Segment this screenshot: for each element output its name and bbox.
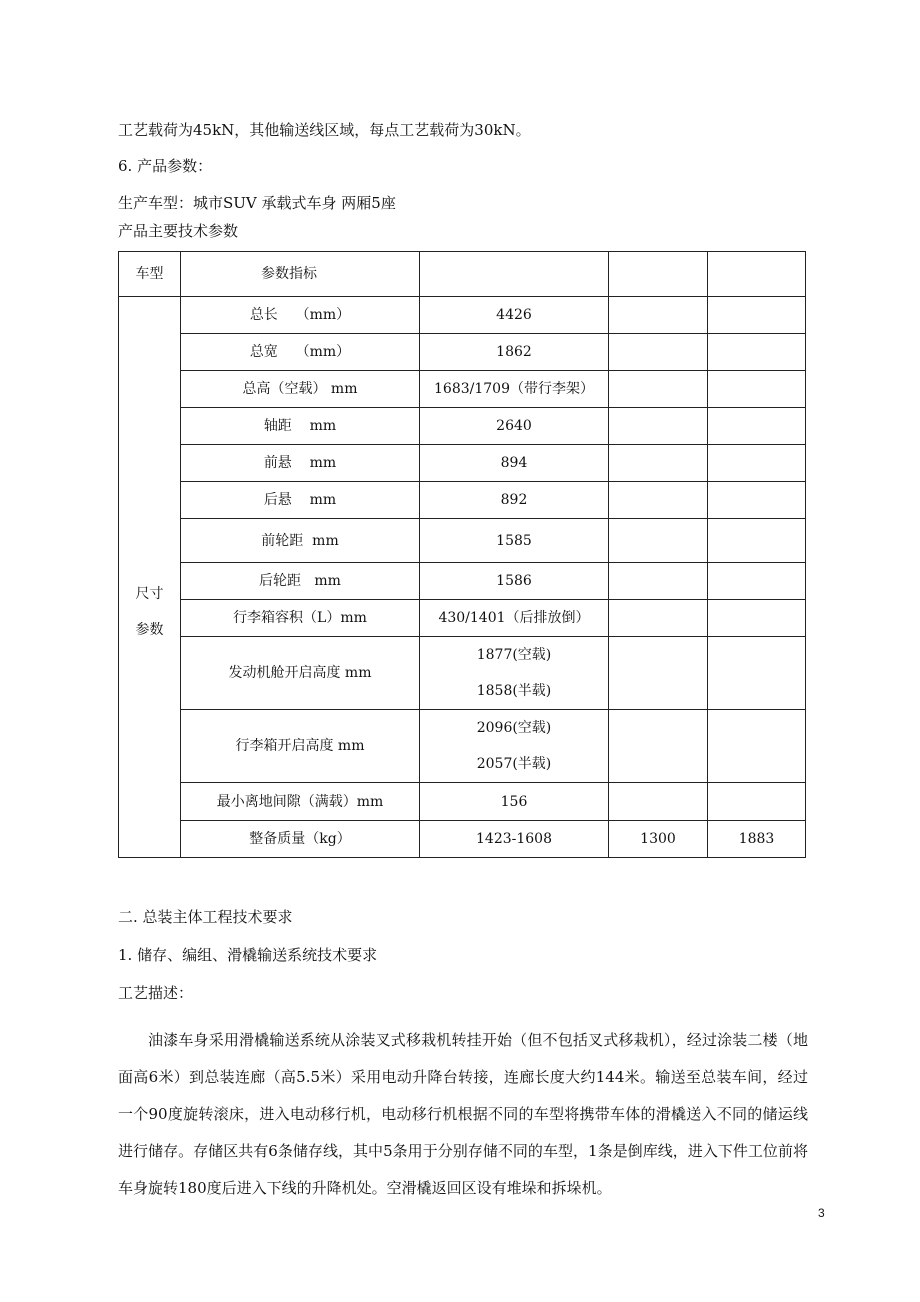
extra1-cell [609, 710, 708, 783]
table-row [119, 482, 806, 519]
table-row [119, 821, 806, 858]
param-cell: 后轮距 mm [181, 563, 420, 600]
spec-table [118, 251, 806, 858]
table-row [119, 519, 806, 563]
extra1-cell [609, 297, 708, 334]
value-cell: 1586 [420, 563, 609, 600]
table-row [119, 408, 806, 445]
model-line: 生产车型：城市SUV 承载式车身 两厢5座 [118, 194, 396, 212]
extra2-cell [708, 408, 806, 445]
value-cell: 430/1401（后排放倒） [420, 600, 609, 637]
extra1-cell: 1300 [609, 821, 708, 858]
section-2-title: 二. 总装主体工程技术要求 [118, 908, 293, 926]
value-cell: 156 [420, 783, 609, 821]
param-cell: 整备质量（kg） [181, 821, 420, 858]
group-label-cell [119, 297, 181, 858]
value-line: 1858(半载) [476, 683, 552, 699]
extra1-cell [609, 637, 708, 710]
param-cell: 最小离地间隙（满载）mm [181, 783, 420, 821]
table-row [119, 637, 806, 710]
value-cell [420, 710, 609, 783]
group-label-line1: 尺寸 [135, 586, 164, 602]
value-line: 2096(空载) [476, 720, 552, 736]
value-cell: 2640 [420, 408, 609, 445]
value-cell: 1423-1608 [420, 821, 609, 858]
value-cell: 1862 [420, 334, 609, 371]
extra2-cell [708, 563, 806, 600]
value-cell: 1585 [420, 519, 609, 563]
value-cell: 1683/1709（带行李架） [420, 371, 609, 408]
extra1-cell [609, 519, 708, 563]
page-number: 3 [818, 1206, 825, 1220]
extra2-cell [708, 637, 806, 710]
extra1-cell [609, 334, 708, 371]
header-extra1 [609, 252, 708, 297]
table-row [119, 445, 806, 482]
extra1-cell [609, 408, 708, 445]
table-row [119, 371, 806, 408]
param-cell: 行李箱容积（L）mm [181, 600, 420, 637]
table-row [119, 783, 806, 821]
value-cell: 892 [420, 482, 609, 519]
table-row [119, 710, 806, 783]
extra2-cell [708, 297, 806, 334]
subsection-1-title: 1. 储存、编组、滑橇输送系统技术要求 [118, 946, 378, 964]
param-cell: 发动机舱开启高度 mm [181, 637, 420, 710]
load-text: 工艺载荷为45kN，其他输送线区域，每点工艺载荷为30kN。 [118, 121, 531, 139]
value-cell: 894 [420, 445, 609, 482]
value-cell: 4426 [420, 297, 609, 334]
param-cell: 总长 （mm） [181, 297, 420, 334]
extra2-cell: 1883 [708, 821, 806, 858]
header-value [420, 252, 609, 297]
extra1-cell [609, 482, 708, 519]
extra1-cell [609, 371, 708, 408]
param-cell: 轴距 mm [181, 408, 420, 445]
extra2-cell [708, 710, 806, 783]
extra2-cell [708, 445, 806, 482]
table-row [119, 563, 806, 600]
param-cell: 行李箱开启高度 mm [181, 710, 420, 783]
process-label: 工艺描述： [118, 984, 194, 1002]
param-cell: 后悬 mm [181, 482, 420, 519]
param-cell: 前悬 mm [181, 445, 420, 482]
param-cell: 总高（空载） mm [181, 371, 420, 408]
extra1-cell [609, 445, 708, 482]
extra2-cell [708, 371, 806, 408]
value-line: 1877(空载) [476, 647, 552, 663]
extra1-cell [609, 563, 708, 600]
table-row [119, 297, 806, 334]
extra2-cell [708, 783, 806, 821]
table-caption: 产品主要技术参数 [118, 222, 239, 240]
extra2-cell [708, 482, 806, 519]
param-cell: 前轮距 mm [181, 519, 420, 563]
header-extra2 [708, 252, 806, 297]
value-cell [420, 637, 609, 710]
group-label-line2: 参数 [135, 622, 164, 638]
section-6-heading: 6. 产品参数： [118, 157, 213, 175]
table-header-row [119, 252, 806, 297]
extra2-cell [708, 600, 806, 637]
extra1-cell [609, 600, 708, 637]
extra2-cell [708, 334, 806, 371]
header-model: 车型 [119, 252, 181, 297]
process-paragraph: 油漆车身采用滑橇输送系统从涂装叉式移栽机转挂开始（但不包括叉式移栽机），经过涂装二楼（地面高6米）到总装连廊（高5.5米）采用电动升降台转接，连廊长度大约144米。输送至总装车间，经过一个90度旋转滚床，进入电动移行机，电动移行机根据不同的车型将携带车体的滑橇送入不同的储运线进行储存。存储区共有6条储存线，其中5条用于分别存储不同的车型，1条是倒库线，进入下件工位前将车身旋转180度后进入下线的升降机处。空滑橇返回区设有堆垛和拆垛机。 [118, 1031, 808, 1197]
param-cell: 总宽 （mm） [181, 334, 420, 371]
extra1-cell [609, 783, 708, 821]
value-line: 2057(半载) [476, 756, 552, 772]
table-row [119, 334, 806, 371]
extra2-cell [708, 519, 806, 563]
table-row [119, 600, 806, 637]
header-param: 参数指标 [181, 252, 420, 297]
